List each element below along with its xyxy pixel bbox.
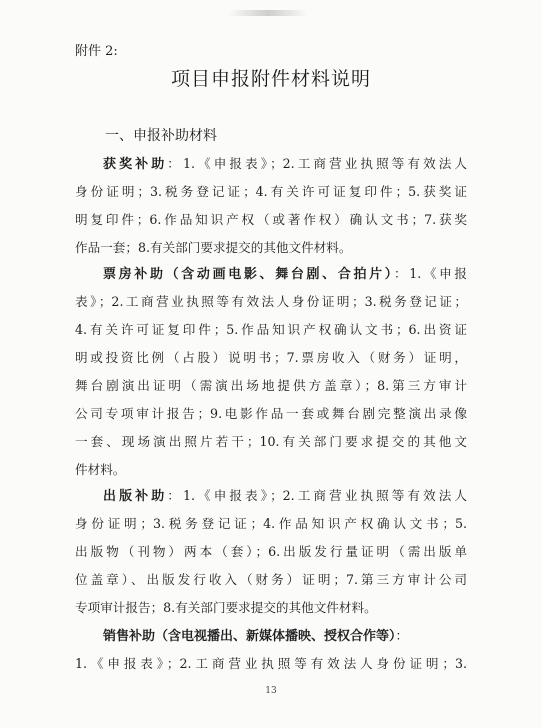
paragraph-line: 销售补助（含电视播出、新媒体播映、授权合作等）： — [103, 628, 409, 644]
paragraph-award-subsidy — [75, 150, 467, 262]
paragraph-line: 4.有关许可证复印件；5.作品知识产权确认文书；6.出资证 — [75, 322, 467, 337]
paragraph-lead: 销售补助（含电视播出、新媒体播映、授权合作等） — [103, 629, 396, 644]
paragraph-line: 位盖章）、出版发行收入（财务）证明；7.第三方审计公司 — [75, 572, 467, 587]
section-heading: 一、申报补助材料 — [105, 128, 217, 144]
paragraph-line: 舞台剧演出证明（需演出场地提供方盖章）；8.第三方审计 — [75, 378, 467, 393]
paragraph-lead: 出版补助 — [103, 489, 168, 504]
paragraph-line: 1.《申报表》；2.工商营业执照等有效法人身份证明；3. — [75, 656, 467, 671]
paragraph-line: 件材料。 — [75, 462, 126, 477]
paragraph-line: 获奖补助：1.《申报表》；2.工商营业执照等有效法人 — [103, 156, 467, 172]
paragraph-line: 出版物（刊物）两本（套）；6.出版发行量证明（需出版单 — [75, 544, 467, 559]
scan-smudge — [228, 10, 308, 16]
paragraph-line: 作品一套；8.有关部门要求提交的其他文件材料。 — [75, 240, 352, 255]
paragraph-line: 公司专项审计报告；9.电影作品一套或舞台剧完整演出录像 — [75, 406, 467, 421]
paragraph-line: 专项审计报告；8.有关部门要求提交的其他文件材料。 — [75, 600, 377, 615]
paragraph-line: 出版补助：1.《申报表》；2.工商营业执照等有效法人 — [103, 488, 467, 504]
paragraph-sales-subsidy — [75, 622, 467, 678]
paragraph-line: 明或投资比例（占股）说明书；7.票房收入（财务）证明， — [75, 350, 467, 365]
paragraph-lead: 获奖补助 — [103, 157, 168, 172]
paragraph-line: 明复印件；6.作品知识产权（或著作权）确认文书；7.获奖 — [75, 212, 467, 227]
paragraph-line: 票房补助（含动画电影、舞台剧、合拍片）：1.《申报 — [103, 266, 467, 282]
paragraph-line: 身份证明；3.税务登记证；4.有关许可证复印件；5.获奖证 — [75, 184, 467, 199]
paragraph-line: 一套、现场演出照片若干；10.有关部门要求提交的其他文 — [75, 434, 467, 449]
paragraph-line: 表》；2.工商营业执照等有效法人身份证明；3.税务登记证； — [75, 294, 467, 309]
attachment-label: 附件 2: — [75, 44, 118, 59]
paragraph-lead: 票房补助（含动画电影、舞台剧、合拍片） — [103, 267, 394, 282]
paragraph-line: 身份证明；3.税务登记证；4.作品知识产权确认文书；5. — [75, 516, 467, 531]
page-number: 13 — [265, 686, 277, 696]
paragraph-box-office-subsidy — [75, 260, 467, 484]
paragraph-publishing-subsidy — [75, 482, 467, 622]
document-title: 项目申报附件材料说明 — [170, 68, 371, 90]
